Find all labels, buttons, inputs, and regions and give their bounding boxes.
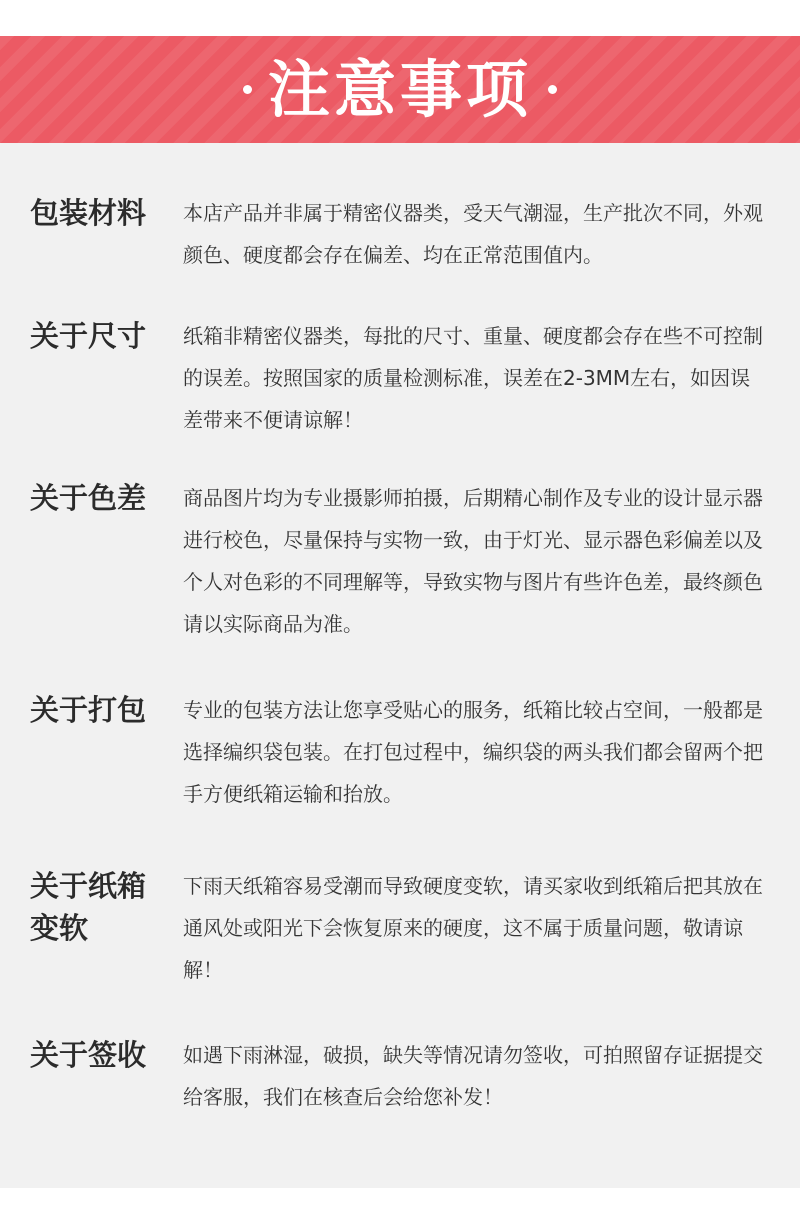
banner-title-text: 注意事项 xyxy=(267,52,532,126)
section-title: 关于签收 xyxy=(30,1038,147,1072)
section-text: 下雨天纸箱容易受潮而导致硬度变软，请买家收到纸箱后把其放在通风处或阳光下会恢复原来的硬度，这不属于质量问题，敬请谅解！ xyxy=(183,874,763,982)
left-dot-icon xyxy=(243,85,252,94)
bottom-spacer xyxy=(0,1188,800,1206)
notice-content xyxy=(0,143,800,1188)
section-text: 本店产品并非属于精密仪器类，受天气潮湿，生产批次不同，外观颜色、硬度都会存在偏差、均在正常范围值内。 xyxy=(183,201,763,267)
section-title: 包装材料 xyxy=(30,196,147,230)
section-title: 关于尺寸 xyxy=(30,319,147,353)
right-dot-icon xyxy=(548,85,557,94)
section-text: 如遇下雨淋湿，破损，缺失等情况请勿签收，可拍照留存证据提交给客服，我们在核查后会给您补发！ xyxy=(183,1043,763,1109)
section-title: 关于纸箱变软 xyxy=(30,869,147,945)
banner-heading xyxy=(227,52,573,126)
section-text: 商品图片均为专业摄影师拍摄，后期精心制作及专业的设计显示器进行校色，尽量保持与实物一致，由于灯光、显示器色彩偏差以及个人对色彩的不同理解等，导致实物与图片有些许色差，最终颜色请以实际商品为准。 xyxy=(183,486,763,636)
section-title: 关于色差 xyxy=(30,481,147,515)
notice-banner xyxy=(0,36,800,143)
section-title: 关于打包 xyxy=(30,693,147,727)
section-text: 纸箱非精密仪器类，每批的尺寸、重量、硬度都会存在些不可控制的误差。按照国家的质量检测标准，误差在2-3MM左右，如因误差带来不便请谅解！ xyxy=(183,324,763,432)
top-spacer xyxy=(0,0,800,36)
section-text: 专业的包装方法让您享受贴心的服务，纸箱比较占空间，一般都是选择编织袋包装。在打包过程中，编织袋的两头我们都会留两个把手方便纸箱运输和抬放。 xyxy=(183,698,763,806)
